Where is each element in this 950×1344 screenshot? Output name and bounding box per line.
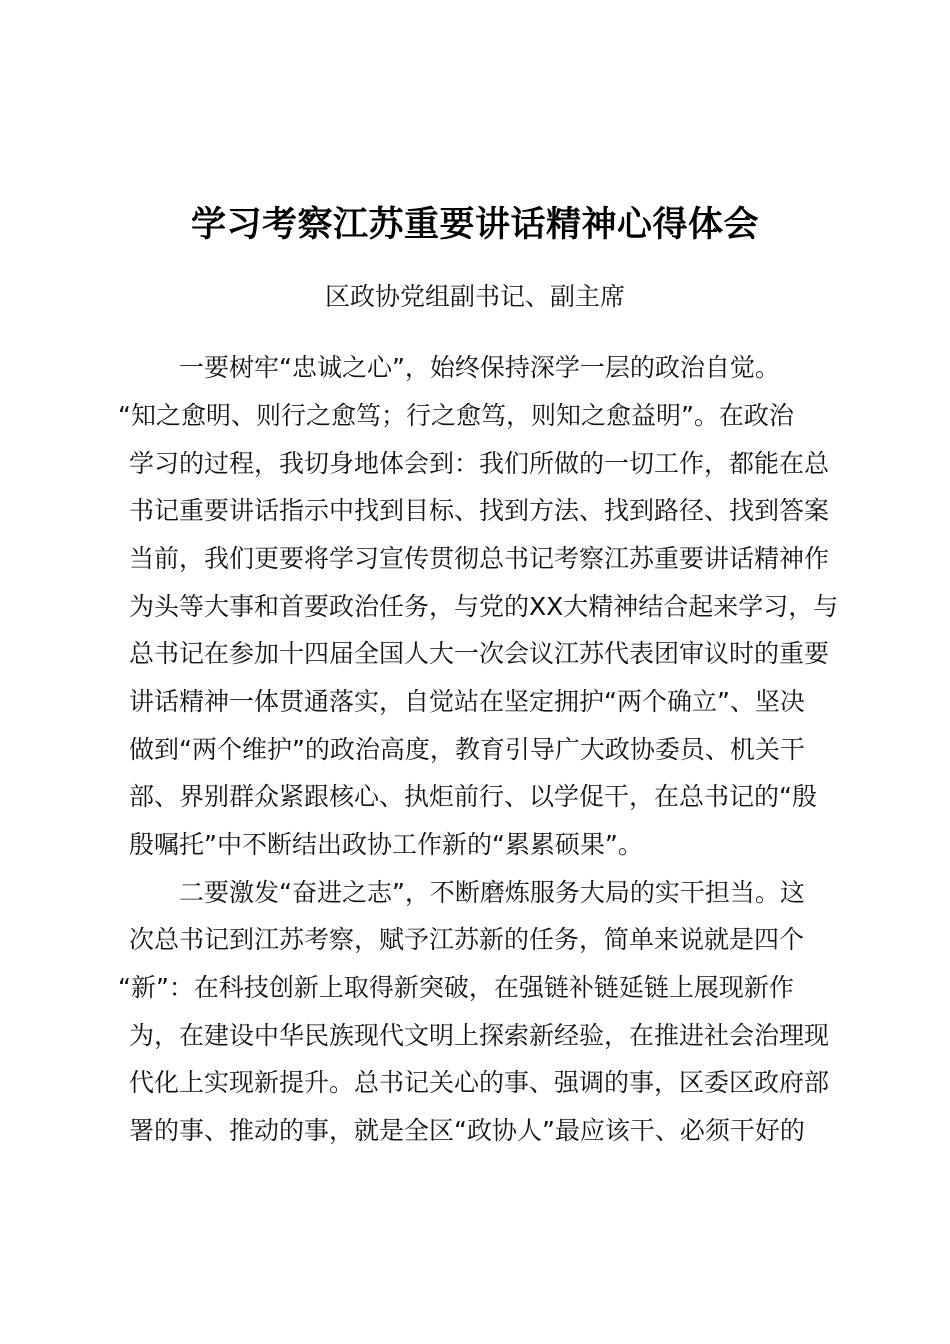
author-line: 区政协党组副书记、副主席: [324, 282, 625, 311]
body-line: 学习的过程，我切身地体会到：我们所做的一切工作，都能在总: [129, 449, 830, 478]
body-line: 为，在建设中华民族现代文明上探索新经验，在推进社会治理现: [129, 1021, 830, 1050]
body-line: 署的事、推动的事，就是全区“政协人”最应该干、必须干好的: [129, 1116, 805, 1145]
body-line: 一要树牢“忠诚之心”，始终保持深学一层的政治自觉。: [179, 353, 780, 382]
body-line: “新”：在科技创新上取得新突破，在强链补链延链上展现新作: [118, 973, 794, 1002]
body-line: 殷嘱托”中不断结出政协工作新的“累累硕果”。: [129, 830, 643, 859]
body-line: 次总书记到江苏考察，赋予江苏新的任务，简单来说就是四个: [129, 925, 805, 954]
body-line: “知之愈明、则行之愈笃；行之愈笃，则知之愈益明”。在政治: [118, 401, 794, 430]
document-title: 学习考察江苏重要讲话精神心得体会: [190, 205, 759, 245]
body-line: 部、界别群众紧跟核心、执炬前行、以学促干，在总书记的“殷: [129, 782, 817, 811]
body-line: 二要激发“奋进之志”，不断磨炼服务大局的实干担当。这: [179, 878, 805, 907]
body-line: 书记重要讲话指示中找到目标、找到方法、找到路径、找到答案: [129, 496, 830, 525]
body-line: 当前，我们更要将学习宣传贯彻总书记考察江苏重要讲话精神作: [129, 544, 830, 573]
body-line: 讲话精神一体贯通落实，自觉站在坚定拥护“两个确立”、坚决: [129, 687, 805, 716]
body-line: 代化上实现新提升。总书记关心的事、强调的事，区委区政府部: [129, 1068, 830, 1097]
body-line: 为头等大事和首要政治任务，与党的XX大精神结合起来学习，与: [129, 592, 839, 621]
body-line: 总书记在参加十四届全国人大一次会议江苏代表团审议时的重要: [129, 639, 830, 668]
body-line: 做到“两个维护”的政治高度，教育引导广大政协委员、机关干: [129, 735, 805, 764]
